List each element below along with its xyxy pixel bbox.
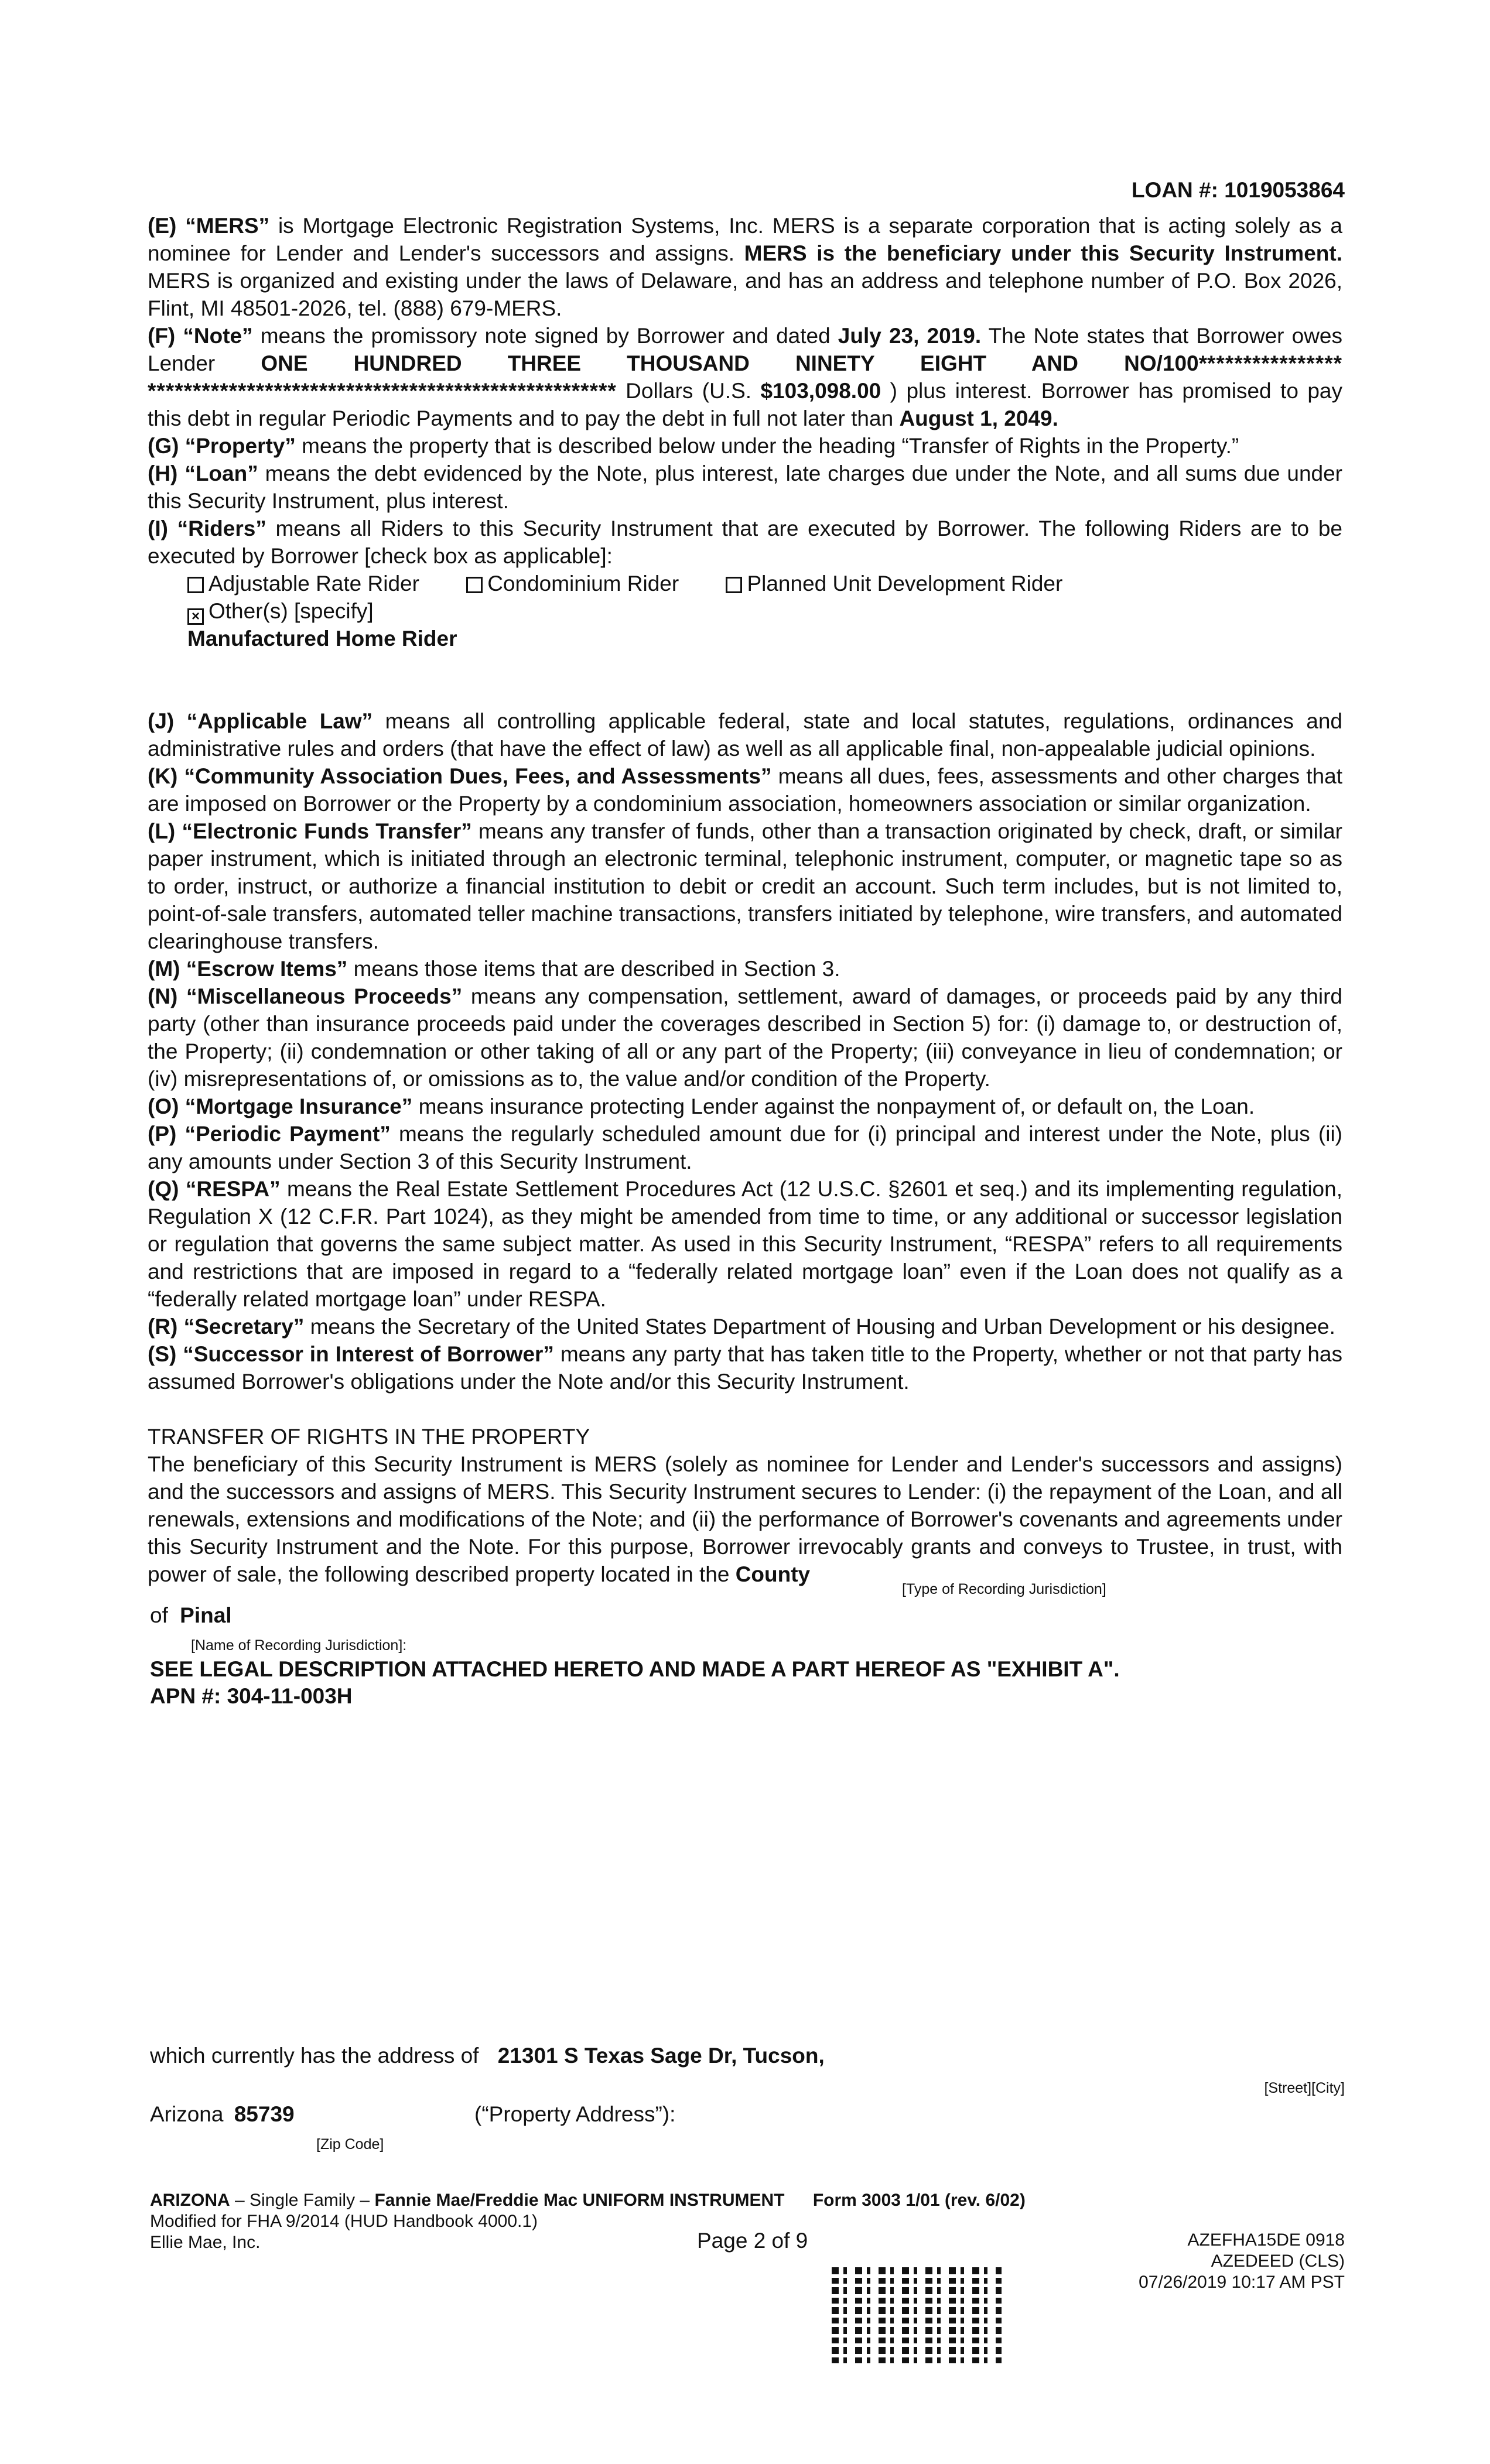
amount-words: ONE HUNDRED THREE THOUSAND NINETY EIGHT AND NO/100* [261,351,1208,375]
def-h: (H) “Loan” means the debt evidenced by the Note, plus interest, late charges due under the Note, and all sums due under this Security Instrument, plus interest. [148,461,1342,513]
print-timestamp: 07/26/2019 10:17 AM PST [1139,2273,1345,2292]
rider-condo-checkbox[interactable] [466,577,483,593]
definitions-body [148,212,1342,1588]
property-address-label: (“Property Address”): [474,2102,676,2126]
footer-vendor: Ellie Mae, Inc. [150,2233,261,2252]
rider-pud-checkbox[interactable] [726,577,742,593]
rider-pud[interactable]: Planned Unit Development Rider [726,571,1062,596]
riders-row [148,570,1342,597]
form-code: AZEDEED (CLS) [1211,2251,1345,2271]
loan-number: LOAN #: 1019053864 [1131,178,1345,202]
note-date: July 23, 2019. [838,324,982,348]
def-l: (L) “Electronic Funds Transfer” means any transfer of funds, other than a transaction originated by check, draft, or similar paper instrument, which is initiated through an electronic terminal, telephonic instrument, computer, or magnetic tape so as to order, instruct, or authorize a financial institution to debit or credit an account. Such term includes, but is not limited to, point-of-sale transfers, automated teller machine transactions, transfers initiated by telephone, wire transfers, and automated clearinghouse transfers. [148,819,1342,953]
def-p: (P) “Periodic Payment” means the regularly scheduled amount due for (i) principal and interest under the Note, plus (ii) any amounts under Section 3 of this Security Instrument. [148,1122,1342,1173]
def-k: (K) “Community Association Dues, Fees, and Assessments” means all dues, fees, assessments and other charges that are imposed on Borrower or the Property by a condominium association, homeowners association or similar organization. [148,764,1342,816]
state-zip-line: Arizona 85739 [150,2102,295,2126]
jurisdiction-type: County [735,1562,811,1586]
footer-codes [1139,2230,1345,2293]
barcode-2d [832,2265,1002,2363]
def-f: (F) “Note” means the promissory note signed by Borrower and dated July 23, 2019. The Note states that Borrower owes Lender ONE HUNDRED THREE THOUSAND NINETY EIGHT AND NO/100**************** **************************************************** Dollars (U.S. $103,098.00 ) plus interest. Borrower has promised to pay this debt in regular Periodic Payments and to pay the debt in full not later than August 1, 2049. [148,324,1342,430]
rider-other-checkbox[interactable]: × [187,608,204,625]
def-s: (S) “Successor in Interest of Borrower” means any party that has taken title to the Property, whether or not that party has assumed Borrower's obligations under the Note and/or this Security Instrument. [148,1342,1342,1394]
jurisdiction-name-caption: [Name of Recording Jurisdiction]: [191,1637,407,1654]
form-number: Form 3003 1/01 (rev. 6/02) [812,2191,1026,2210]
def-n: (N) “Miscellaneous Proceeds” means any compensation, settlement, award of damages, or proceeds paid by any third party (other than insurance proceeds paid under the coverages described in Section 5) for: (i) damage to, or destruction of, the Property; (ii) condemnation or other taking of all or any part of the Property; (iii) conveyance in lieu of condemnation; or (iv) misrepresentations of, or omissions as to, the value and/or condition of the Property. [148,984,1343,1091]
footer-left [150,2190,1026,2253]
footer-fha-line: Modified for FHA 9/2014 (HUD Handbook 4000.1) [150,2212,538,2231]
jurisdiction-line: of Pinal [150,1603,232,1627]
def-r: (R) “Secretary” means the Secretary of the United States Department of Housing and Urban Development or his designee. [148,1315,1335,1339]
street-city: 21301 S Texas Sage Dr, Tucson, [497,2044,825,2068]
street-city-caption: [Street][City] [1264,2080,1345,2096]
loan-amount: $103,098.00 [760,379,881,403]
def-o: (O) “Mortgage Insurance” means insurance protecting Lender against the nonpayment of, or default on, the Loan. [148,1094,1255,1118]
zip-code: 85739 [234,2102,295,2126]
apn-number: APN #: 304-11-003H [150,1684,353,1708]
rider-other: × Other(s) [specify] [148,597,1342,625]
jurisdiction-name: Pinal [180,1603,232,1627]
zip-caption: [Zip Code] [316,2136,384,2152]
doc-code: AZEFHA15DE 0918 [1187,2230,1345,2250]
def-q: (Q) “RESPA” means the Real Estate Settlement Procedures Act (12 U.S.C. §2601 et seq.) and its implementing regulation, Regulation X (12 C.F.R. Part 1024), as they might be amended from time to time, or any additional or successor legislation or regulation that governs the same subject matter. As used in this Security Instrument, “RESPA” refers to all requirements and restrictions that are imposed in regard to a “federally related mortgage loan” even if the Loan does not qualify as a “federally related mortgage loan” under RESPA. [148,1177,1342,1311]
def-j: (J) “Applicable Law” means all controlling applicable federal, state and local statutes, regulations, ordinances and administrative rules and orders (that have the effect of law) as well as all applicable final, non-appealable judicial opinions. [148,709,1342,761]
rider-adjustable-checkbox[interactable] [187,577,204,593]
rider-condo[interactable]: Condominium Rider [466,571,679,596]
legal-description: SEE LEGAL DESCRIPTION ATTACHED HERETO AND MADE A PART HEREOF AS "EXHIBIT A". [150,1657,1120,1681]
maturity-date: August 1, 2049. [899,406,1058,430]
jurisdiction-type-caption: [Type of Recording Jurisdiction] [902,1581,1106,1597]
transfer-text: The beneficiary of this Security Instrument is MERS (solely as nominee for Lender and Lender's successors and assigns) and the successors and assigns of MERS. This Security Instrument secures to Lender: (i) the repayment of the Loan, and all renewals, extensions and modifications of the Note; and (ii) the performance of Borrower's covenants and agreements under this Security Instrument and the Note. For this purpose, Borrower irrevocably grants and conveys to Trustee, in trust, with power of sale, the following described property located in the County [148,1452,1342,1586]
footer-instrument-line: ARIZONA – Single Family – Fannie Mae/Freddie Mac UNIFORM INSTRUMENT Form 3003 1/01 (rev. 6/02) [150,2191,1026,2210]
rider-adjustable[interactable]: Adjustable Rate Rider [187,571,419,596]
rider-other-value: Manufactured Home Rider [187,627,457,651]
property-address-line: which currently has the address of 21301 S Texas Sage Dr, Tucson, [150,2044,825,2068]
def-m: (M) “Escrow Items” means those items that are described in Section 3. [148,957,840,981]
def-i: (I) “Riders” means all Riders to this Security Instrument that are executed by Borrower. The following Riders are to be executed by Borrower [check box as applicable]: [148,516,1342,568]
page-number: Page 2 of 9 [697,2229,808,2253]
def-e: (E) “MERS” is Mortgage Electronic Registration Systems, Inc. MERS is a separate corporation that is acting solely as a nominee for Lender and Lender's successors and assigns. MERS is the beneficiary under this Security Instrument. MERS is organized and existing under the laws of Delaware, and has an address and telephone number of P.O. Box 2026, Flint, MI 48501-2026, tel. (888) 679-MERS. [148,214,1342,320]
transfer-heading: TRANSFER OF RIGHTS IN THE PROPERTY [148,1425,590,1449]
def-g: (G) “Property” means the property that is described below under the heading “Transfer of Rights in the Property.” [148,434,1239,458]
